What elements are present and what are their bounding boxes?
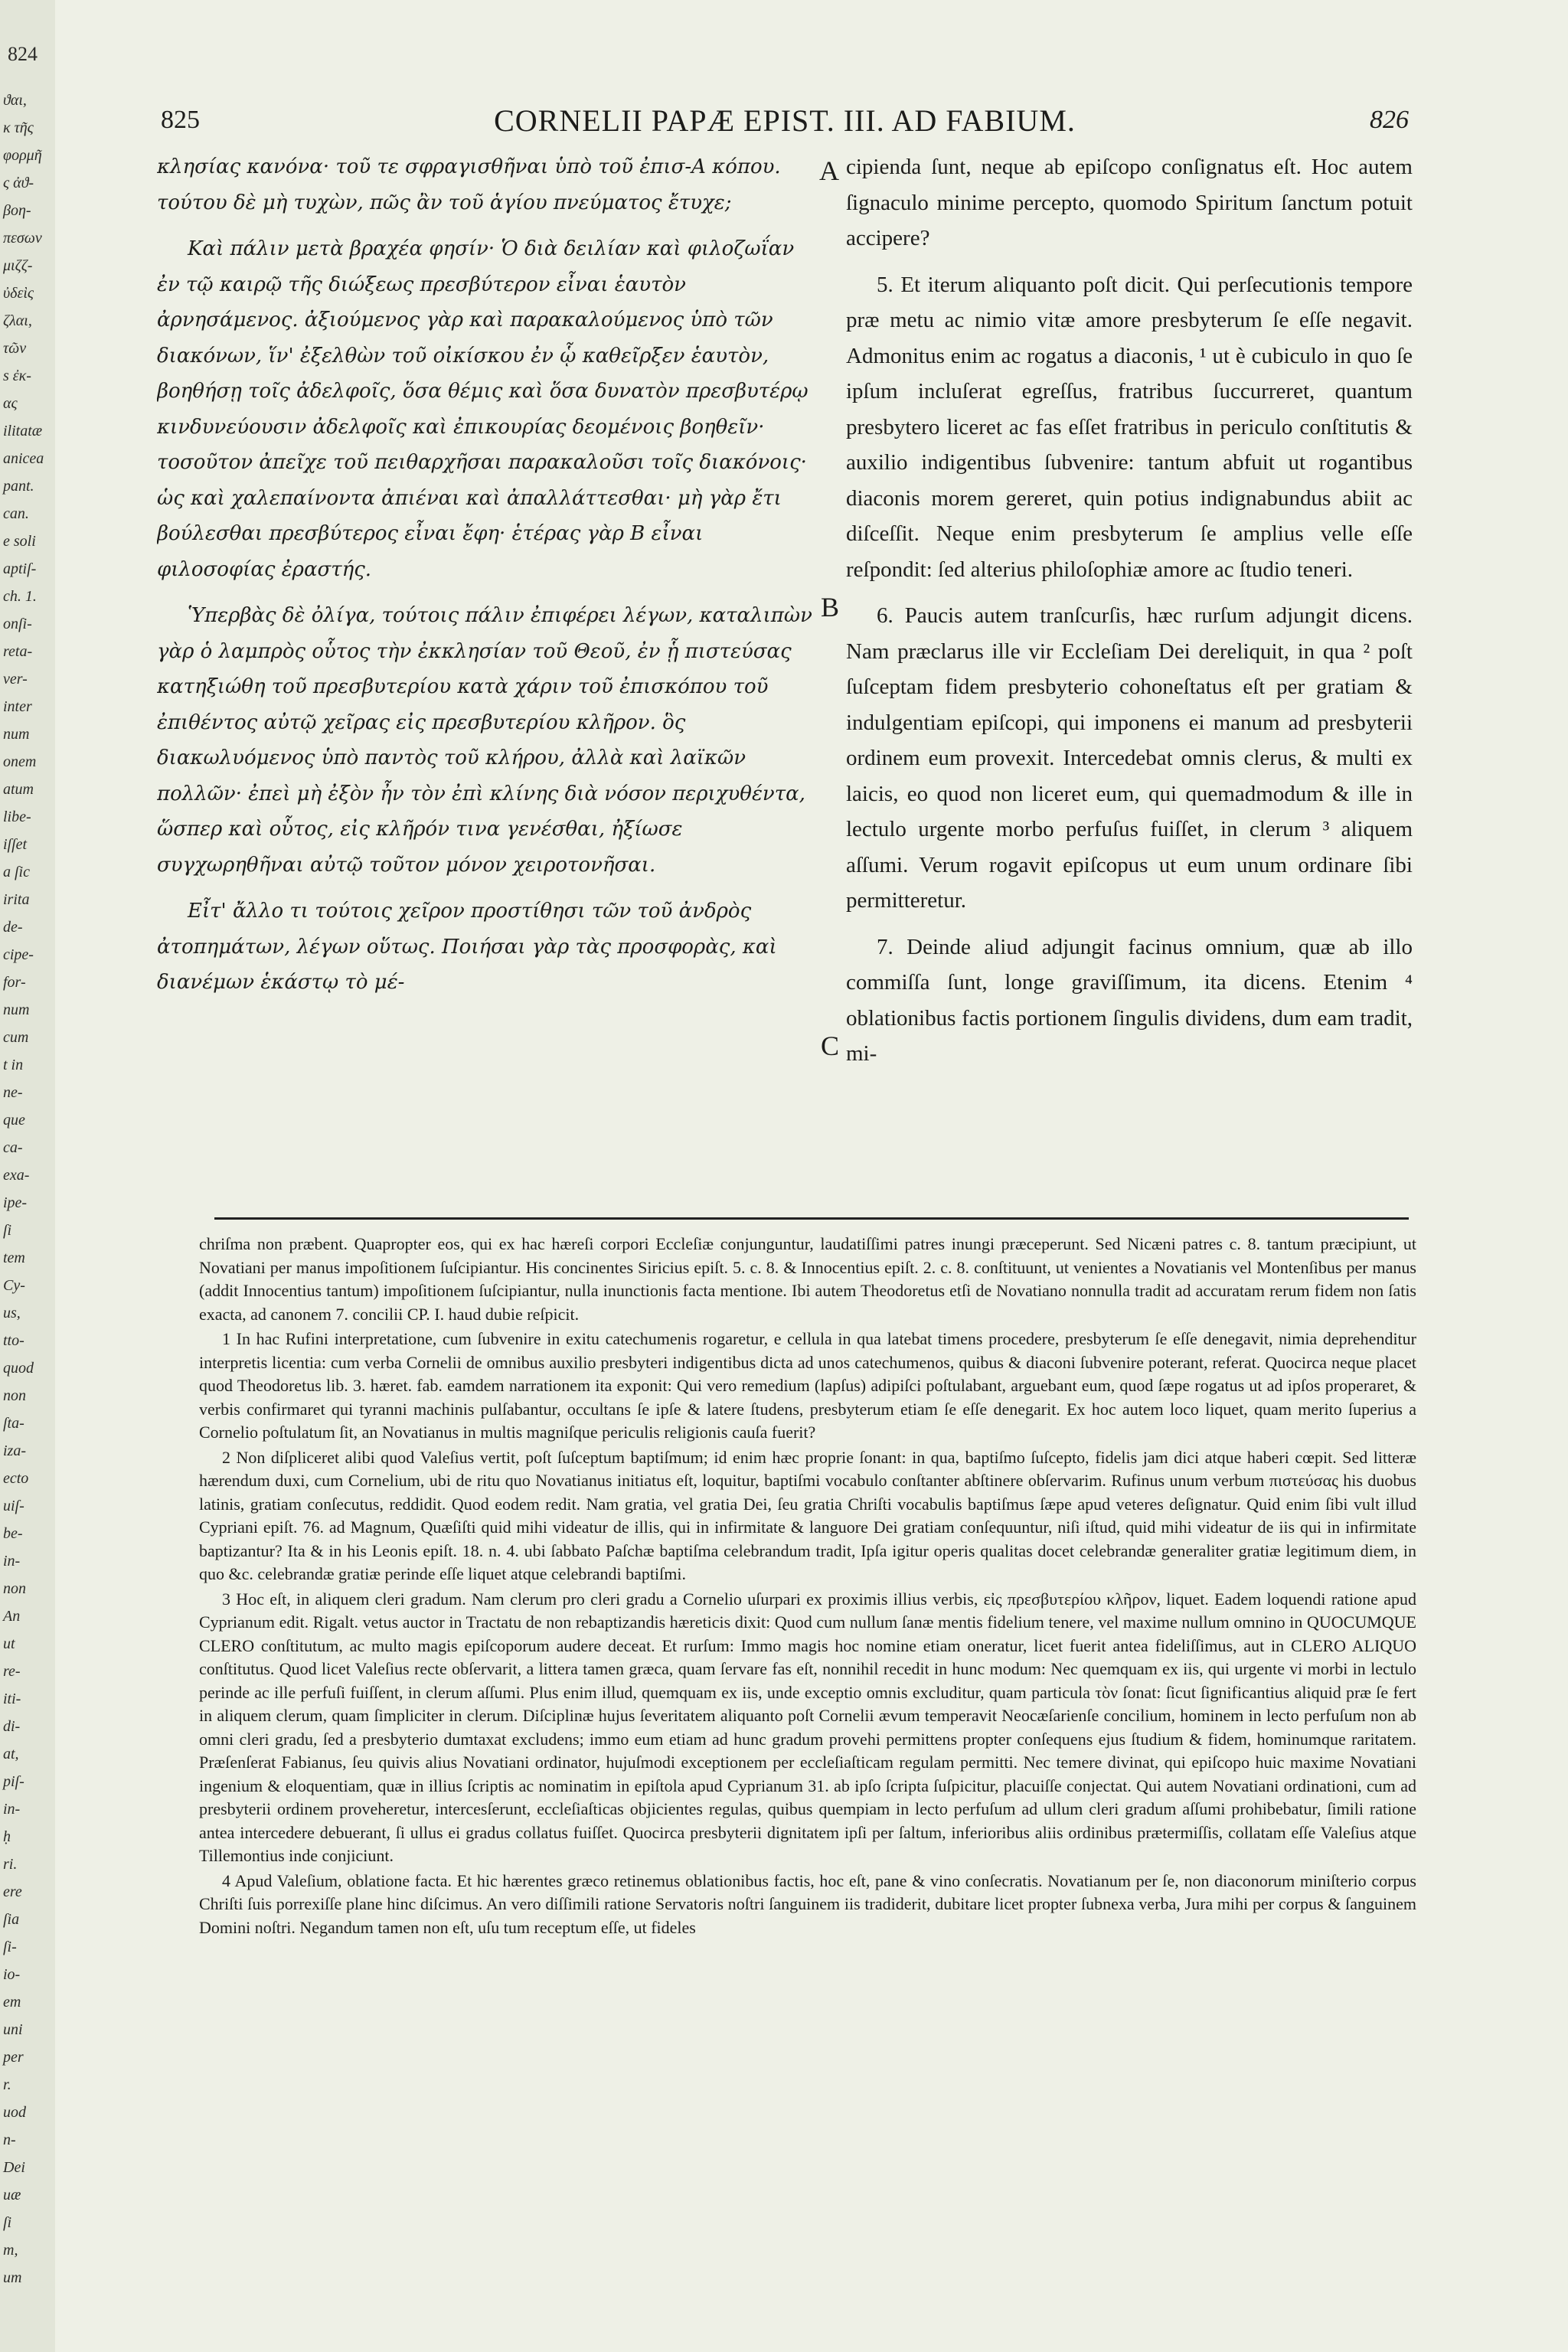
latin-paragraph: 6. Paucis autem tranſcurſis, hæc rurſum adjungit dicens. Nam præclarus ille vir Eccleſiam Dei dereliquit, in qua ² poſt ſuſceptam fidem presbyterio cohoneſtatus eſt per gratiam & indulgentiam epiſcopi, qui imponens ei manum ad presbyterii ordinem eum provexit. Intercedebat omnis clerus, & multi ex laicis, eo quod non liceret eum, qui quemadmodum & ille in lectulo urgente morbo perfuſus fuiſſet, in clerum ³ aliquem aſſumi. Verum rogavit epiſcopus ut eum unum ordinare ſibi permitteretur. (846, 603, 1413, 913)
gutter-fragment: for- (3, 974, 26, 991)
gutter-fragment: um (3, 2269, 22, 2286)
gutter-fragment: iza- (3, 1442, 26, 1459)
gutter-fragment: pant. (3, 478, 34, 495)
gutter-fragment: tem (3, 1250, 25, 1266)
gutter-fragment: φορμῆ (3, 147, 42, 164)
gutter-fragment: Cy- (3, 1277, 25, 1294)
margin-letter-c: C (821, 1031, 840, 1061)
footnotes (199, 1233, 1416, 2335)
gutter-fragment: ver- (3, 671, 28, 688)
gutter-fragment: An (3, 1608, 21, 1625)
gutter-fragment: iti- (3, 1690, 21, 1707)
greek-paragraph: Καὶ πάλιν μετὰ βραχέα φησίν· Ὁ διὰ δειλίαν καὶ φιλοζωΐαν ἐν τῷ καιρῷ τῆς διώξεως πρεσβύτερον εἶναι ἑαυτὸν ἀρνησάμενος. ἀξιούμενος γὰρ καὶ παρακαλούμενος ὑπὸ τῶν διακόνων, ἵν' ἐξελθὼν τοῦ οἰκίσκου ἐν ᾧ καθεῖρξεν ἑαυτὸν, βοηθήσῃ τοῖς ἀδελφοῖς, ὅσα θέμις καὶ ὅσα δυνατὸν πρεσβυτέρῳ κινδυνεύουσιν ἀδελφοῖς καὶ ἐπικουρίας δεομένοις βοηθεῖν· τοσοῦτον ἀπεῖχε τοῦ πειθαρχῆσαι παρακαλοῦσι τοῖς διακόνοις· ὡς καὶ χαλεπαίνοντα ἀπιέναι καὶ ἀπαλλάττεσθαι· μὴ γὰρ ἔτι βούλεσθαι πρεσβύτερος εἶναι ἔφη· ἑτέρας γὰρ B εἶναι φιλοσοφίας ἐραστής. (157, 237, 808, 581)
gutter-fragment: ζλαι, (3, 312, 32, 329)
gutter-fragment: ere (3, 1883, 22, 1900)
gutter-fragment: ne- (3, 1084, 23, 1101)
gutter-fragment: ſi (3, 1222, 12, 1239)
footnote-rule (214, 1217, 1409, 1220)
gutter-fragment: inter (3, 698, 32, 715)
greek-paragraph: Ὑπερβὰς δὲ ὀλίγα, τούτοις πάλιν ἐπιφέρει λέγων, καταλιπὼν γὰρ ὁ λαμπρὸς οὗτος τὴν ἐκκλησίαν τοῦ Θεοῦ, ἐν ᾗ πιστεύσας κατηξιώθη τοῦ πρεσβυτερίου κατὰ χάριν τοῦ ἐπισκόπου τοῦ ἐπιθέντος αὐτῷ χεῖρας εἰς πρεσβυτερίου κλῆρον. ὃς διακωλυόμενος ὑπὸ παντὸς τοῦ κλήρου, ἀλλὰ καὶ λαϊκῶν πολλῶν· ἐπεὶ μὴ ἐξὸν ἦν τὸν ἐπὶ κλίνης διὰ νόσον περιχυθέντα, ὥσπερ καὶ οὗτος, εἰς κλῆρόν τινα γενέσθαι, ἠξίωσε συγχωρηθῆναι αὐτῷ τοῦτον μόνον χειροτονῆσαι. (157, 604, 812, 877)
gutter-fragment: cipe- (3, 946, 34, 963)
gutter-fragment: ri. (3, 1856, 18, 1873)
gutter-fragment: ch. 1. (3, 588, 37, 605)
gutter-fragment: ca- (3, 1139, 23, 1156)
gutter-fragment: piſ- (3, 1773, 24, 1790)
facing-page-number: 824 (8, 43, 38, 65)
gutter-fragment: num (3, 726, 30, 743)
greek-column (157, 149, 815, 1214)
gutter-fragment: onem (3, 753, 37, 770)
gutter-fragment: uiſ- (3, 1498, 24, 1514)
gutter-fragment: ſia (3, 1911, 20, 1928)
gutter-fragment: ilitatæ (3, 423, 43, 439)
gutter-fragment: non (3, 1580, 26, 1597)
gutter-fragment: exa- (3, 1167, 30, 1184)
footnote: 4 Apud Valeſium, oblatione facta. Et hic hærentes græco retinemus oblationibus factis, hoc eſt, pane & vino conſecratis. Novatianum per ſe, non diaconorum miniſterio corpus Chriſti ſuis porrexiſſe plane hinc diſcimus. An vero diſſimili ratione Servatoris noſtri ſanguinem iis tradiderit, dubitare licet propter ſubnexa verba, Jura mihi per corpus & ſanguinem Domini noſtri. Negandum tamen non eſt, uſu tum receptum eſſe, ut fideles (199, 1870, 1416, 1937)
gutter-fragment: t in (3, 1057, 24, 1073)
running-title: CORNELII PAPÆ EPIST. III. AD FABIUM. (494, 103, 1076, 138)
gutter-fragment: io- (3, 1966, 21, 1983)
gutter-fragment: per (3, 2049, 24, 2066)
gutter-fragment: atum (3, 781, 34, 798)
gutter-fragment: ſi- (3, 1939, 17, 1955)
gutter-fragment: r. (3, 2076, 11, 2093)
gutter-fragment: uni (3, 2021, 23, 2038)
gutter-fragment: us, (3, 1305, 21, 1321)
gutter-fragment: be- (3, 1525, 23, 1542)
gutter-fragment: ipe- (3, 1194, 28, 1211)
gutter-fragment: Dei (3, 2159, 25, 2176)
latin-column (846, 149, 1413, 1214)
gutter-fragment: num (3, 1001, 30, 1018)
gutter-fragment: quod (3, 1360, 34, 1377)
page-number-right: 826 (1370, 106, 1409, 134)
gutter-fragment: irita (3, 891, 30, 908)
footnote: 2 Non diſpliceret alibi quod Valeſius vertit, poſt ſuſceptum baptiſmum; id enim hæc proprie ſonant: in qua, baptiſmo ſuſcepto, fidelis jam dici atque haberi cœpit. Sed litteræ hærendum duxi, cum Cornelium, ubi de ritu quo Novatianus initiatus eſt, loquitur, baptiſmi vocabulo conſtanter abſtinere obſervarim. Rufinus unum verbum πιστεύσας his duobus latinis, gratiam conſecutus, reddidit. Quod eodem redit. Nam gratia, vel gratia Dei, ſeu gratia Chriſti vocabulis baptiſmus ſæpe apud veteres deſignatur. Quid enim ſibi vult illud Cypriani epiſt. 76. ad Magnum, Quæſiſti quid mihi videatur de illis, qui in infirmitate & languore Dei gratiam conſequuntur, niſi iſtud, quid mihi videatur de iis qui in infirmitate baptizantur? Ita & in his Leonis epiſt. 18. n. 4. ubi ſabbato Paſchæ baptiſma celebrandum tradit, Ipſa igitur operis qualitas docet celebrandæ generaliter gratiæ legitimum diem, in quo &c. celebrandæ gratiæ perinde eſſe liquet atque celebrandi baptiſmi. (199, 1447, 1416, 1583)
gutter-fragment: n- (3, 2132, 16, 2148)
gutter-fragment: ſta- (3, 1415, 24, 1432)
gutter-fragment: ϑαι, (3, 92, 27, 109)
greek-paragraph: κλησίας κανόνα· τοῦ τε σφραγισθῆναι ὑπὸ τοῦ ἐπισ-A κόπου. τούτου δὲ μὴ τυχὼν, πῶς ἂν τοῦ ἁγίου πνεύματος ἔτυχε; (157, 155, 781, 214)
gutter-fragment: non (3, 1387, 26, 1404)
gutter-fragment: s ἐκ- (3, 368, 31, 384)
margin-letter-a: A (819, 155, 839, 186)
gutter-fragment: ς ἀϑ- (3, 175, 34, 191)
gutter-fragment: de- (3, 919, 23, 936)
gutter-fragment: in- (3, 1801, 21, 1818)
gutter-fragment: ſi (3, 2214, 12, 2231)
gutter-fragment: μιζζ- (3, 257, 33, 274)
gutter-fragment: em (3, 1994, 21, 2011)
gutter-fragment: ecto (3, 1470, 29, 1487)
gutter-fragment: libe- (3, 808, 31, 825)
gutter-fragment: cum (3, 1029, 29, 1046)
gutter-fragment: can. (3, 505, 29, 522)
gutter-fragment: m, (3, 2242, 18, 2259)
gutter-fragment: uæ (3, 2187, 21, 2203)
footnote: 3 Hoc eſt, in aliquem cleri gradum. Nam clerum pro cleri gradu a Cornelio uſurpari ex proximis illius verbis, εἰς πρεσβυτερίου κλῆρον, liquet. Eadem loquendi ratione apud Cyprianum edit. Rigalt. vetus auctor in Tractatu de non rebaptizandis hæreticis dixit: Quod cum nullum ſanæ mentis fidelium tenere, vel maxime nullum omnino in QUOCUMQUE CLERO conſtitutum, ac multo magis epiſcoporum audere deceat. Et rurſum: Immo magis hoc nomine etiam oneratur, licet fuerit antea fideliſſimus, aut in CLERO ALIQUO conſtitutus. Quod licet Valeſius recte obſervarit, a littera tamen græca, quam ſervare fas eſt, nonnihil recedit in hunc modum: Nec quemquam ex iis, qui urgente vi morbi in lectulo perinde ac ille perfuſi fuiſſent, in clerum aſſumi. Plus enim illud, quemquam ex iis, unde exceptio omnis excluditur, quam particula τὸν ſonat: ſicut ſignificantius aliquid præ ſe fert in aliquem clerum, quam ſimpliciter in clerum. Diſciplinæ hujus ſeveritatem aliquanto poſt Cornelii ævum temperavit Neocæſarienſe concilium, hominem in lecto perfuſum non ab omni cleri gradu, ſed a presbyterio dumtaxat excludens; immo eum etiam ad hunc gradum provehi permittens propter conſequens ejus ſtudium & fidem, hominumque raritatem. Præſenſerat Fabianus, ſeu quivis alius Novatiani ordinator, hujuſmodi exceptionem per eccleſiaſticam regulam permitti. Nec temere divinat, qui epiſcopo huic maxime Novatiani ingenium & eloquentiam, quæ in illius ſcriptis ac nominatim in epiſtola apud Cyprianum 31. ab ipſo ſcripta ſuſpicitur, placuiſſe conjectat. Qui autem Novatiani ordinationi, cum ad presbyterii ordinem proveheretur, intercesſerunt, eccleſiaſticas objicientes regulas, quibus quempiam in lecto perfuſum ad ullum cleri gradum aſſumi prohibebatur, ſimili ratione antea intercedere debuerant, ſi ullus ei gradus collatus fuiſſet. Quocirca presbyterii dignitatem ipſi per ſaltum, inferioribus aliis ordinibus prætermiſſis, collatam eſſe Valeſius atque Tillemontius inde conjiciunt. (199, 1589, 1416, 1865)
gutter-fragment: iſſet (3, 836, 28, 853)
gutter-fragment: e soli (3, 533, 36, 550)
gutter-fragment: ut (3, 1635, 15, 1652)
gutter-fragment: πεσων (3, 230, 42, 247)
facing-page-gutter (0, 0, 57, 2352)
gutter-fragment: ὐδεὶς (3, 285, 34, 302)
latin-paragraph: 7. Deinde aliud adjungit facinus omnium, quæ ab illo commiſſa ſunt, longe graviſſimum, ita dicens. Etenim ⁴ oblationibus factis portionem ſingulis dividens, dum eam tradit, mi- (846, 934, 1413, 1066)
gutter-fragment: τῶν (3, 340, 27, 357)
gutter-fragment: βοη- (3, 202, 31, 219)
running-header (161, 100, 1409, 145)
latin-paragraph: cipienda ſunt, neque ab epiſcopo conſignatus eſt. Hoc autem ſignaculo minime percepto, quomodo Spiritum ſanctum potuit accipere? (846, 155, 1413, 250)
gutter-fragment: in- (3, 1553, 21, 1570)
gutter-fragment: κ τῆς (3, 119, 34, 136)
gutter-fragment: aniceа (3, 450, 44, 467)
gutter-fragment: tto- (3, 1332, 24, 1349)
gutter-fragment: ḥ (3, 1828, 11, 1845)
gutter-fragment: a ſic (3, 864, 30, 880)
gutter-fragment: onſi- (3, 616, 32, 632)
gutter-fragment: at, (3, 1746, 19, 1762)
margin-letter-b: B (821, 592, 840, 622)
gutter-fragment: que (3, 1112, 25, 1129)
gutter-fragment: re- (3, 1663, 21, 1680)
latin-paragraph: 5. Et iterum aliquanto poſt dicit. Qui perſecutionis tempore præ metu ac nimio vitæ amore presbyterum ſe eſſe negavit. Admonitus enim ac rogatus a diaconis, ¹ ut è cubiculo in quo ſe ipſum incluſerat egreſſus, fratribus ſuccurreret, quantum presbytero liceret ac fas eſſet fratribus in periculo conſtitutis & auxilio indigentibus ſubvenire: tantum abfuit ut rogantibus diaconis morem gereret, quin potius indignabundus abiit ac diſceſſit. Neque enim presbyterum ſe amplius velle eſſe reſpondit: ſed alterius philoſophiæ amore ac ſtudio teneri. (846, 272, 1413, 582)
gutter-fragment: di- (3, 1718, 21, 1735)
footnote: chriſma non præbent. Quapropter eos, qui ex hac hæreſi corpori Eccleſiæ conjunguntur, laudatiſſimi patres inungi præceperunt. Sed Nicæni patres c. 8. tantum præcipiunt, ut Novatiani per manus impoſitionem ſuſcipiantur. His concinentes Siricius epiſt. 5. c. 8. & Innocentius epiſt. 2. c. 8. conſtituunt, ut venientes a Novatianis vel Montenſibus per manus (addit Innocentius tantum) impoſitionem ſuſcipiantur, nulla inunctionis facta mentione. Ibi autem Theodoretus etſi de Novatiano nonnulla tradit ad accuratam rerum fidem non ſatis exacta, ad canonem 7. concilii CP. I. haud dubie reſpicit. (199, 1234, 1416, 1324)
gutter-fragment: aptiſ- (3, 560, 37, 577)
gutter-fragment: uod (3, 2104, 26, 2121)
footnote: 1 In hac Rufini interpretatione, cum ſubvenire in exitu catechumenis rogaretur, e cellula in qua latebat timens procedere, presbyterum ſe eſſe denegavit, nimia deprehenditur interpretis licentia: cum verba Cornelii de omnibus auxilio presbyteri indigentibus dicta ad unos catechumenos, quibus & diaconi ſubvenire poterant, referat. Quocirca neque placet quod Theodoretus lib. 3. hæret. fab. eamdem narrationem ita exponit: Qui vero remedium (lapſus) adipiſci poſtulabant, arguebant eum, quod ſæpe rogatus ut ad ipſos properaret, & verbis confirmaret qui tyranni machinis pulſabantur, occultans ſe ipſe & latere ſtudens, presbyterum etiam ſe eſſe denegarit. Ex hoc autem loco liquet, quam merito ſuperius a Cornelio poſtulatum ſit, an Novatianus in multis magniſque periculis religionis cauſa fuerit? (199, 1329, 1416, 1442)
page-number-left: 825 (161, 106, 200, 134)
gutter-fragment: reta- (3, 643, 33, 660)
greek-paragraph: Εἶτ' ἄλλο τι τούτοις χεῖρον προστίθησι τῶν τοῦ ἀνδρὸς ἀτοπημάτων, λέγων οὕτως. Ποιήσαι γὰρ τὰς προσφορὰς, καὶ διανέμων ἑκάστῳ τὸ μέ- (157, 900, 777, 994)
gutter-fragment: ας (3, 395, 18, 412)
